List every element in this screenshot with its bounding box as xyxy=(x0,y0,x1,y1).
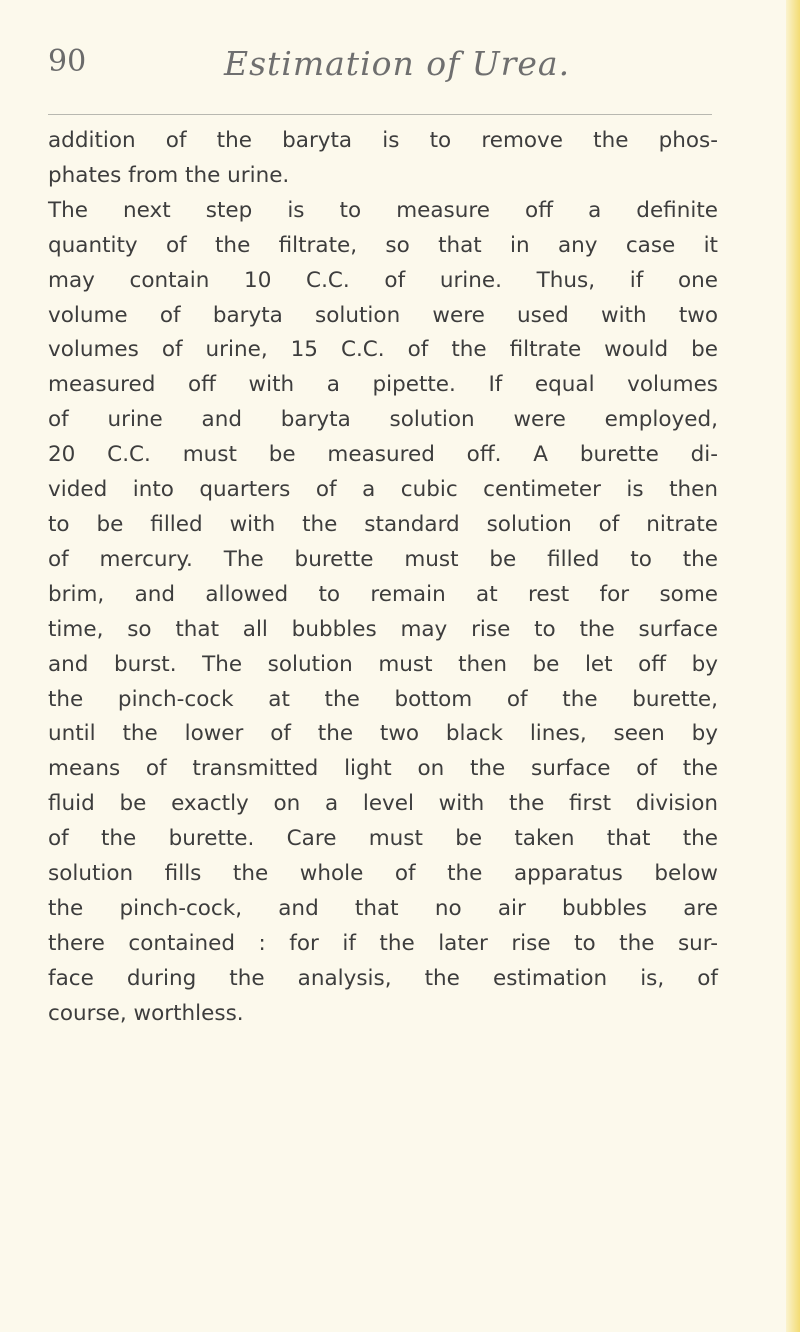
running-title: Estimation of Urea. xyxy=(224,44,571,83)
text-line: volumes of urine, 15 C.C. of the filtrate would be xyxy=(48,337,718,363)
text-line: until the lower of the two black lines, seen by xyxy=(48,721,718,747)
text-line: means of transmitted light on the surface of the xyxy=(48,756,718,782)
text-line: there contained : for if the later rise to the sur- xyxy=(48,930,718,956)
text-line: solution fills the whole of the apparatus below xyxy=(48,861,718,887)
text-line: The next step is to measure off a definite xyxy=(48,197,718,223)
text-line: 20 C.C. must be measured off. A burette di- xyxy=(48,442,718,468)
text-line: measured off with a pipette. If equal volumes xyxy=(48,372,718,398)
text-line: the pinch-cock, and that no air bubbles are xyxy=(48,895,718,921)
paragraph-1 xyxy=(48,124,718,194)
page-edge xyxy=(786,0,800,1332)
text-line: quantity of the filtrate, so that in any case it xyxy=(48,232,718,258)
text-line: vided into quarters of a cubic centimeter is then xyxy=(48,477,718,503)
text-line: to be filled with the standard solution of nitrate xyxy=(48,511,718,537)
header-divider xyxy=(48,114,712,115)
text-line: volume of baryta solution were used with two xyxy=(48,302,718,328)
text-line: brim, and allowed to remain at rest for some xyxy=(48,581,718,607)
text-line: may contain 10 C.C. of urine. Thus, if one xyxy=(48,267,718,293)
text-line: addition of the baryta is to remove the phos- xyxy=(48,128,718,153)
text-line: the pinch-cock at the bottom of the burette, xyxy=(48,686,718,712)
text-line: course, worthless. xyxy=(48,1000,244,1026)
paragraph-2 xyxy=(48,194,718,1032)
text-line: face during the analysis, the estimation is, of xyxy=(48,965,718,991)
text-line: of the burette. Care must be taken that the xyxy=(48,826,718,852)
text-line: of mercury. The burette must be filled to the xyxy=(48,546,718,572)
text-line: of urine and baryta solution were employed, xyxy=(48,407,718,433)
text-line: phates from the urine. xyxy=(48,162,290,188)
page-header xyxy=(48,44,718,100)
body-text xyxy=(48,124,718,1032)
text-line: time, so that all bubbles may rise to the surface xyxy=(48,616,718,642)
text-line: and burst. The solution must then be let off by xyxy=(48,651,718,677)
text-line: fluid be exactly on a level with the first division xyxy=(48,791,718,817)
page-number: 90 xyxy=(48,44,87,79)
